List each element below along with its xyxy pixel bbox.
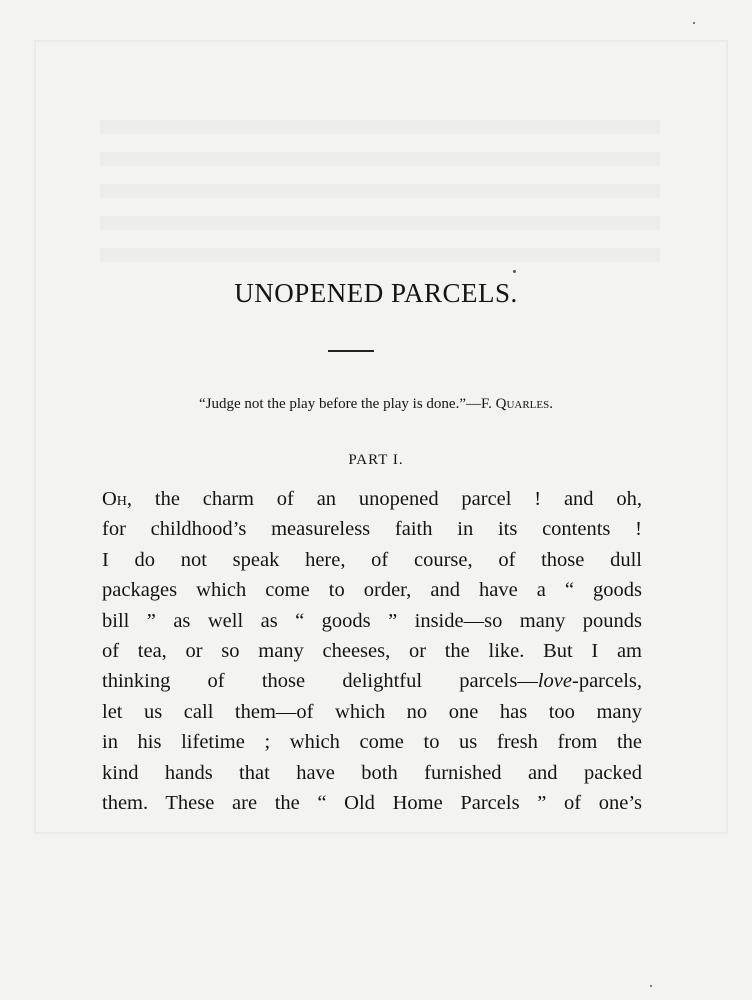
show-through-line [100,152,660,166]
body-line: for childhood’s measureless faith in its contents ! [102,518,642,541]
body-text [102,484,642,818]
print-speck [650,985,652,987]
show-through-line [100,248,660,262]
emphasized-word: love [537,670,572,693]
epigraph-author: F. Quarles. [480,396,553,412]
body-line: them. These are the “ Old Home Parcels ” of one’s [102,792,642,815]
title-rule [328,350,374,352]
show-through-line [100,120,660,134]
part-heading: PART I. [348,452,404,468]
epigraph-quote: “Judge not the play before the play is done.”— [198,396,481,412]
show-through-line [100,216,660,230]
chapter-title: UNOPENED PARCELS. [234,278,518,308]
body-line: I do not speak here, of course, of those dull [102,548,642,571]
print-speck [693,22,695,24]
opening-word: Oh [102,488,127,510]
body-line: bill ” as well as “ goods ” inside—so many pounds [102,609,642,632]
print-speck [513,270,516,273]
body-line: Oh, the charm of an unopened parcel ! and oh, [102,488,642,510]
epigraph [0,396,752,413]
body-line: thinking of those delightful parcels—love-parcels, [102,670,642,693]
body-line: in his lifetime ; which come to us fresh from the [102,731,642,754]
body-line: kind hands that have both furnished and packed [102,761,642,784]
body-line: let us call them—of which no one has too many [102,700,642,723]
body-line: of tea, or so many cheeses, or the like. But I am [102,640,642,663]
show-through-line [100,184,660,198]
body-line: packages which come to order, and have a “ goods [102,579,642,602]
